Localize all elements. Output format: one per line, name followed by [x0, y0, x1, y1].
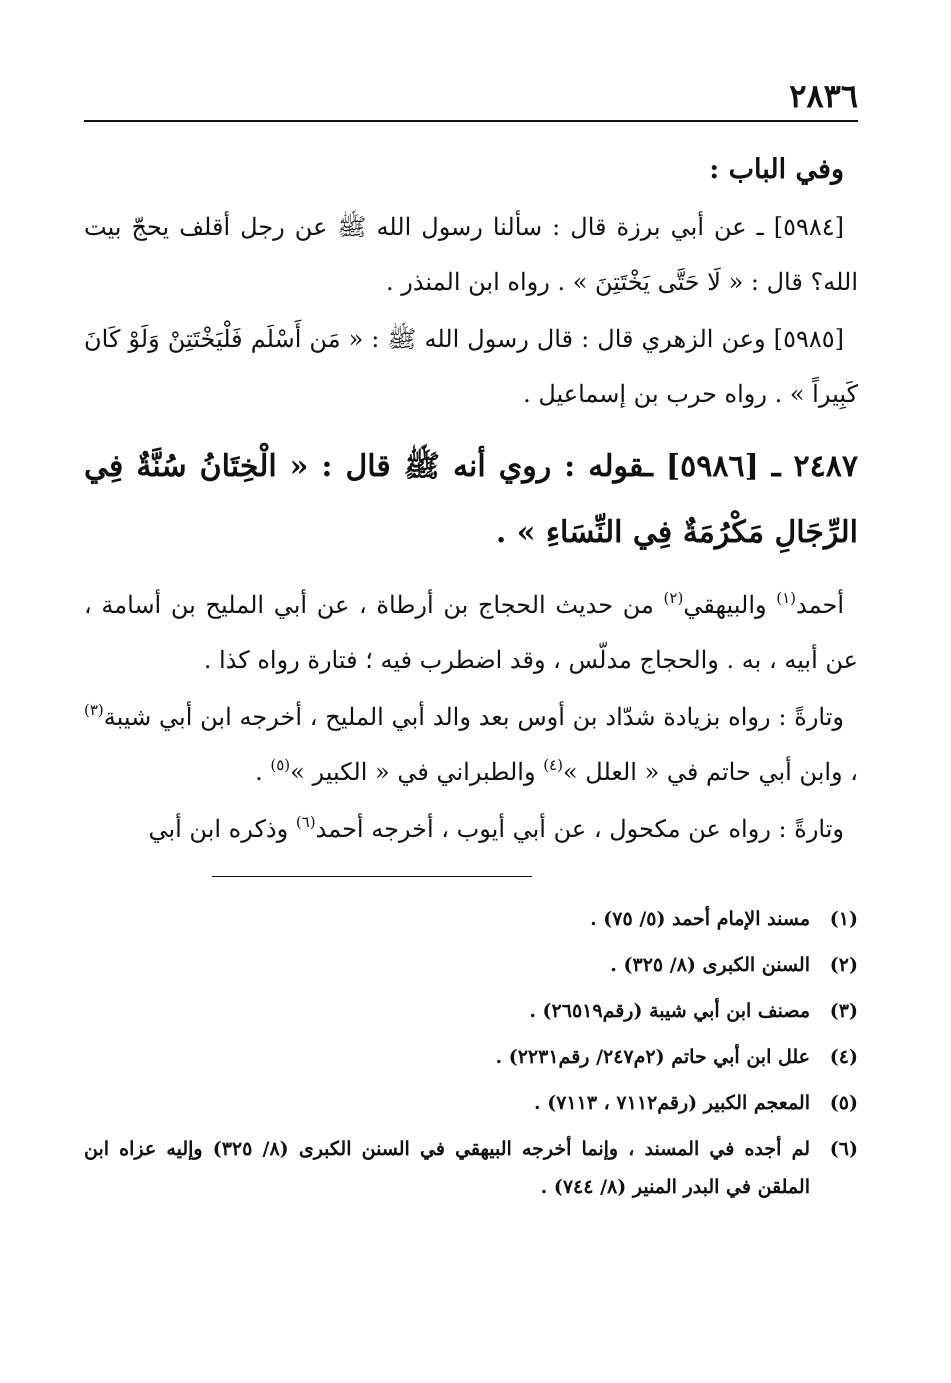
- text-run: .: [255, 758, 271, 786]
- hadith-number: ٢٤٨٧ ـ [٥٩٨٦] ـ: [644, 449, 858, 484]
- footnote-text: المعجم الكبير (رقم٧١١٢ ، ٧١١٣) .: [533, 1092, 810, 1114]
- section-subhead: وفي الباب :: [709, 154, 844, 185]
- footnote-separator: [212, 876, 532, 877]
- footnote-text: السنن الكبرى (٨/ ٣٢٥) .: [610, 954, 810, 976]
- footnote-number: (٢): [829, 954, 858, 976]
- header-rule: [84, 120, 858, 122]
- text-run: وتارةً : رواه بزيادة شدّاد بن أوس بعد والد أبي المليح ، أخرجه ابن أبي شيبة: [103, 703, 844, 731]
- footnote-ref-3[interactable]: (٣): [84, 701, 104, 719]
- paragraph-takhrij-2: [84, 690, 858, 800]
- footnote-4: [84, 1038, 858, 1076]
- footnote-ref-6[interactable]: (٦): [295, 813, 316, 831]
- footnote-text: علل ابن أبي حاتم (٢م٢٤٧/ رقم٢٢٣١) .: [495, 1046, 810, 1068]
- text-run: وتارةً : رواه عن مكحول ، عن أبي أيوب ، أخرجه أحمد: [315, 815, 844, 843]
- paragraph-5985: [٥٩٨٥] وعن الزهري قال : قال رسول الله ﷺ : « مَن أَسْلَم فَلْيَخْتَتِنْ وَلَوْ كَانَ كَبِيراً » . رواه حرب بن إسماعيل .: [84, 325, 858, 408]
- text-run: من حديث الحجاج بن أرطاة ، عن أبي المليح بن أسامة ، عن أبيه ، به . والحجاج مدلّس ، وقد اضطرب فيه ؛ فتارة رواه كذا .: [84, 591, 858, 674]
- footnote-ref-5[interactable]: (٥): [270, 756, 291, 774]
- footnote-5: [84, 1084, 858, 1122]
- text-run: وذكره ابن أبي: [148, 815, 296, 843]
- footnote-1: [84, 900, 858, 938]
- paragraph-takhrij-3: [84, 802, 858, 857]
- footnote-number: (٥): [829, 1092, 858, 1114]
- text-run: والطبراني في « الكبير »: [290, 758, 544, 786]
- footnote-ref-1[interactable]: (١): [776, 589, 797, 607]
- text-run: ، وابن أبي حاتم في « العلل »: [562, 758, 858, 786]
- page-number: ٢٨٣٦: [789, 77, 858, 115]
- main-text: [84, 148, 858, 857]
- footnote-ref-4[interactable]: (٤): [543, 756, 563, 774]
- paragraph-5984: [٥٩٨٤] ـ عن أبي برزة قال : سألنا رسول الله ﷺ عن رجل أقلف يحجّ بيت الله؟ قال : « لَا حَتَّى يَخْتَتِنَ » . رواه ابن المنذر .: [84, 213, 858, 296]
- footnote-number: (٦): [829, 1138, 858, 1160]
- footnote-number: (١): [829, 908, 858, 930]
- footnote-6: [84, 1130, 858, 1206]
- book-page: [84, 0, 858, 1383]
- footnote-text: لم أجده في المسند ، وإنما أخرجه البيهقي في السنن الكبرى (٨/ ٣٢٥) وإليه عزاه ابن الملقن في البدر المنير (٨/ ٧٤٤) .: [84, 1138, 811, 1198]
- text-run: أحمد: [796, 591, 845, 619]
- text-run: والبيهقي: [683, 591, 777, 619]
- footnote-number: (٣): [829, 1000, 858, 1022]
- hadith-heading: [84, 434, 858, 566]
- footnote-3: [84, 992, 858, 1030]
- footnote-ref-2[interactable]: (٢): [663, 589, 684, 607]
- footnote-text: مصنف ابن أبي شيبة (رقم٢٦٥١٩) .: [529, 1000, 810, 1022]
- hadith-text: قوله : روي أنه ﷺ قال : « الْخِتَانُ سُنَّةٌ فِي الرِّجَالِ مَكْرُمَةٌ فِي النِّسَاءِ » .: [84, 449, 858, 550]
- footnote-number: (٤): [829, 1046, 858, 1068]
- footnote-2: [84, 946, 858, 984]
- footnote-text: مسند الإمام أحمد (٥/ ٧٥) .: [590, 908, 810, 930]
- footnotes: [84, 900, 858, 1214]
- paragraph-takhrij-1: [84, 578, 858, 688]
